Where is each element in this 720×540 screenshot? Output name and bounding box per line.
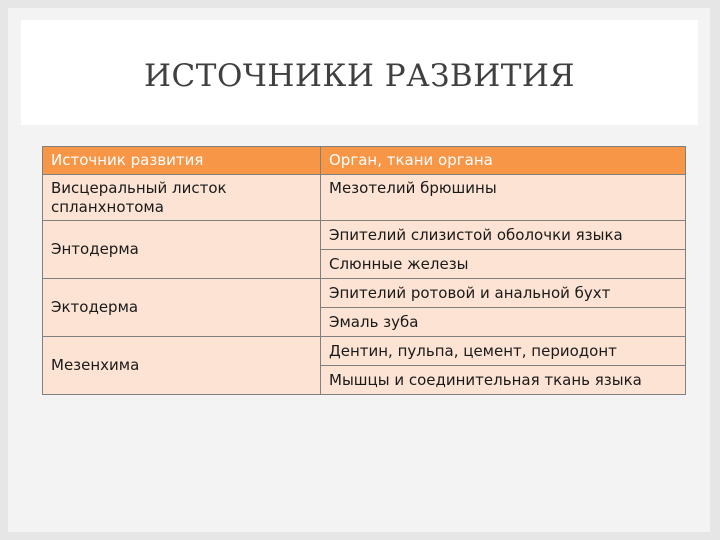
sources-table	[42, 146, 686, 395]
cell-organ: Мезотелий брюшины	[321, 175, 686, 221]
cell-source: Энтодерма	[43, 221, 321, 279]
table-row	[43, 221, 686, 250]
table-row	[43, 337, 686, 366]
cell-organ: Мышцы и соединительная ткань языка	[321, 366, 686, 395]
cell-organ: Эмаль зуба	[321, 308, 686, 337]
table-row	[43, 279, 686, 308]
slide-title: ИСТОЧНИКИ РАЗВИТИЯ	[144, 57, 575, 94]
cell-organ: Дентин, пульпа, цемент, периодонт	[321, 337, 686, 366]
cell-source: Эктодерма	[43, 279, 321, 337]
cell-source: Висцеральный листок спланхнотома	[43, 175, 321, 221]
header-source: Источник развития	[43, 147, 321, 175]
title-box	[21, 20, 698, 125]
table-row	[43, 175, 686, 221]
table-header-row	[43, 147, 686, 175]
cell-organ: Слюнные железы	[321, 250, 686, 279]
cell-organ: Эпителий ротовой и анальной бухт	[321, 279, 686, 308]
cell-source: Мезенхима	[43, 337, 321, 395]
header-organs: Орган, ткани органа	[321, 147, 686, 175]
cell-organ: Эпителий слизистой оболочки языка	[321, 221, 686, 250]
